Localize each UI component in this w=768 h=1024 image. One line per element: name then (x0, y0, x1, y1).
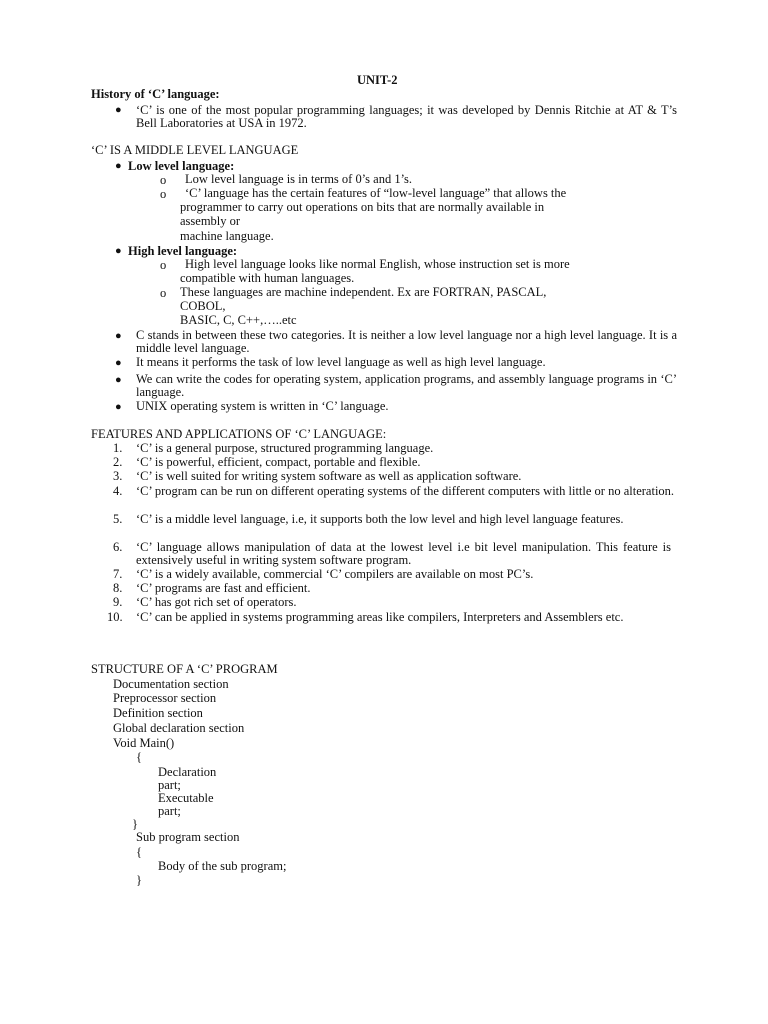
bullet-dot-icon: ● (115, 160, 122, 172)
circle-bullet-icon: o (160, 187, 167, 201)
structure-line: Documentation section (113, 677, 229, 691)
high-level-item-2-line-1: These languages are machine independent. Ex are FORTRAN, PASCAL, (180, 285, 547, 299)
feature-number: 7. (113, 567, 123, 581)
structure-line: Void Main() (113, 736, 175, 750)
features-heading: FEATURES AND APPLICATIONS OF ‘C’ LANGUAGE: (91, 427, 387, 441)
low-level-item-2-line-4: machine language. (180, 229, 274, 243)
bullet-dot-icon: ● (115, 330, 122, 342)
high-level-item-1-line-2: compatible with human languages. (180, 271, 355, 285)
middle-bullet-3: We can write the codes for operating system, application programs, and assembly language programs in ‘C’ language. (136, 372, 677, 399)
feature-number: 6. (113, 540, 123, 554)
feature-text: ‘C’ is well suited for writing system software as well as application software. (136, 469, 522, 483)
high-level-item-1-line-1: High level language looks like normal English, whose instruction set is more (185, 257, 570, 271)
high-level-heading: High level language: (128, 244, 238, 258)
feature-text: ‘C’ has got rich set of operators. (136, 595, 297, 609)
middle-bullet-4: UNIX operating system is written in ‘C’ language. (136, 399, 389, 413)
feature-number: 9. (113, 595, 123, 609)
feature-text: ‘C’ is a widely available, commercial ‘C’ compilers are available on most PC’s. (136, 567, 534, 581)
structure-brace-open: { (136, 750, 142, 764)
feature-number: 5. (113, 512, 123, 526)
structure-line: Sub program section (136, 830, 240, 844)
feature-text: ‘C’ is a general purpose, structured programming language. (136, 441, 434, 455)
feature-text: ‘C’ language allows manipulation of data at the lowest level i.e bit level manipulation. This feature is extensively useful in writing system software program. (136, 540, 671, 567)
feature-number: 10. (107, 610, 123, 624)
bullet-dot-icon: ● (115, 104, 122, 116)
structure-line: Definition section (113, 706, 203, 720)
low-level-item-2-line-2: programmer to carry out operations on bits that are normally available in (180, 200, 545, 214)
middle-bullet-1: C stands in between these two categories. It is neither a low level language nor a high level language. It is a middle level language. (136, 328, 677, 355)
structure-line: Declaration (158, 765, 217, 779)
low-level-item-2-line-3: assembly or (180, 214, 241, 228)
high-level-item-2-line-3: BASIC, C, C++,…..etc (180, 313, 297, 327)
low-level-heading: Low level language: (128, 159, 235, 173)
feature-text: ‘C’ programs are fast and efficient. (136, 581, 311, 595)
middle-bullet-2: It means it performs the task of low level language as well as high level language. (136, 355, 546, 369)
feature-number: 1. (113, 441, 123, 455)
structure-brace-open: { (136, 845, 142, 859)
structure-heading: STRUCTURE OF A ‘C’ PROGRAM (91, 662, 278, 676)
structure-line: Executable (158, 791, 214, 805)
bullet-dot-icon: ● (115, 245, 122, 257)
structure-line: part; (158, 778, 181, 792)
high-level-item-2-line-2: COBOL, (180, 299, 226, 313)
feature-text: ‘C’ is powerful, efficient, compact, portable and flexible. (136, 455, 421, 469)
structure-line: part; (158, 804, 181, 818)
circle-bullet-icon: o (160, 258, 167, 272)
structure-line: Body of the sub program; (158, 859, 287, 873)
page-title: UNIT-2 (357, 73, 398, 87)
structure-line: Preprocessor section (113, 691, 217, 705)
structure-line: Global declaration section (113, 721, 245, 735)
bullet-dot-icon: ● (115, 357, 122, 369)
low-level-item-1: Low level language is in terms of 0’s and 1’s. (185, 172, 413, 186)
circle-bullet-icon: o (160, 286, 167, 300)
low-level-item-2-line-1: ‘C’ language has the certain features of “low-level language” that allows the (185, 186, 567, 200)
feature-text: ‘C’ program can be run on different operating systems of the different computers with little or no alteration. (136, 484, 675, 498)
feature-number: 4. (113, 484, 123, 498)
history-bullet-text: ‘C’ is one of the most popular programming languages; it was developed by Dennis Ritchie at AT & T’s Bell Laboratories at USA in 1972. (136, 103, 677, 130)
structure-brace-close: } (136, 873, 142, 887)
feature-number: 8. (113, 581, 123, 595)
structure-brace-close: } (132, 817, 138, 831)
feature-text: ‘C’ is a middle level language, i.e, it supports both the low level and high level language features. (136, 512, 624, 526)
bullet-dot-icon: ● (115, 401, 122, 413)
bullet-dot-icon: ● (115, 374, 122, 386)
feature-number: 3. (113, 469, 123, 483)
feature-number: 2. (113, 455, 123, 469)
feature-text: ‘C’ can be applied in systems programming areas like compilers, Interpreters and Assemblers etc. (136, 610, 624, 624)
circle-bullet-icon: o (160, 173, 167, 187)
middle-level-heading: ‘C’ IS A MIDDLE LEVEL LANGUAGE (91, 143, 299, 157)
history-heading: History of ‘C’ language: (91, 87, 220, 101)
